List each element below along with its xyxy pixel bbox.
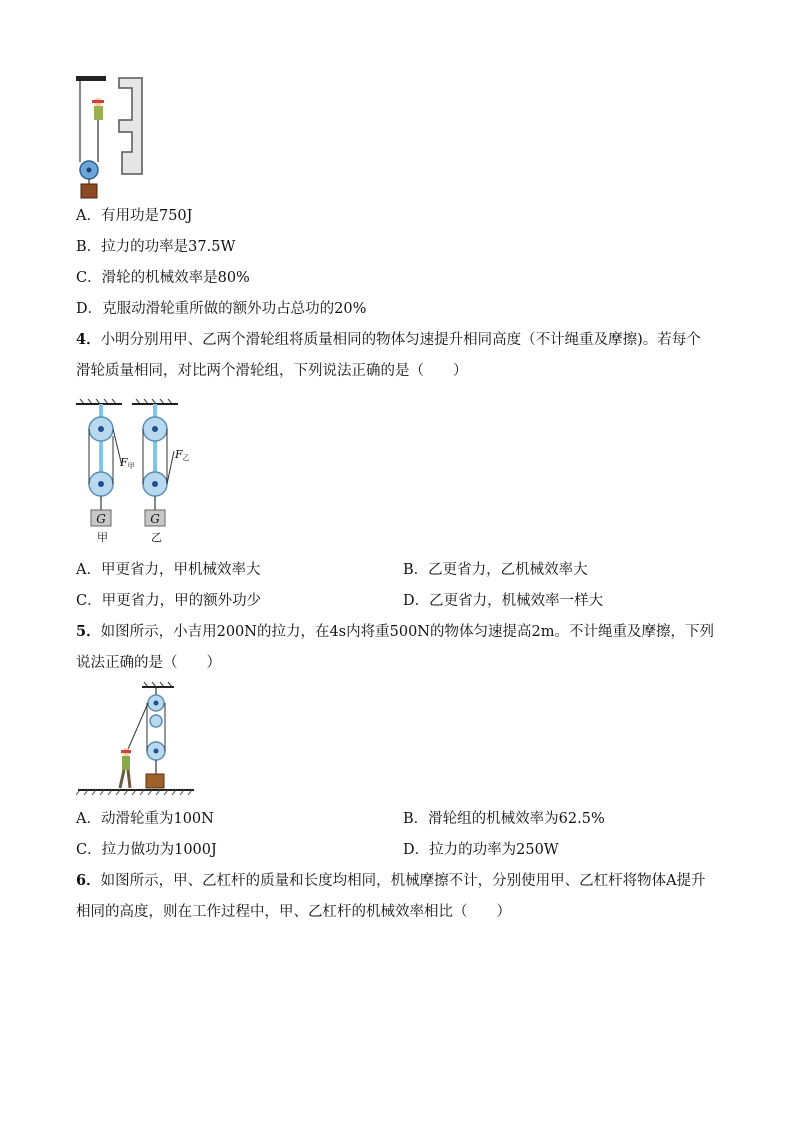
q4-option-d: D．乙更省力，机械效率一样大 [403, 593, 604, 609]
q5-option-a: A．动滑轮重为100N [76, 811, 214, 827]
q3-option-d: D．克服动滑轮重所做的额外功占总功的20% [76, 301, 367, 317]
force-yi-label: F乙 [175, 448, 190, 462]
label-yi: 乙 [151, 531, 162, 544]
pulley-groups-figure [74, 396, 204, 546]
q6-number: 6． [76, 872, 101, 889]
q4-stem-line2: 滑轮质量相同，对比两个滑轮组，下列说法正确的是（ ） [76, 363, 468, 379]
q6-stem-line2: 相同的高度，则在工作过程中，甲、乙杠杆的机械效率相比（ ） [76, 904, 511, 920]
weight-label-left: G [96, 512, 106, 526]
q5-option-c: C．拉力做功为1000J [76, 842, 217, 858]
weight-label-right: G [150, 512, 160, 526]
q6-stem-line1: 6．如图所示，甲、乙杠杆的质量和长度均相同，机械摩擦不计，分别使用甲、乙杠杆将物体A提升 [76, 872, 706, 889]
q5-number: 5． [76, 623, 101, 640]
q5-stem-line1: 5．如图所示，小吉用200N的拉力，在4s内将重500N的物体匀速提高2m。不计绳重及摩擦，下列 [76, 623, 714, 640]
label-jia: 甲 [97, 531, 108, 544]
q3-option-a: A．有用功是750J [76, 208, 193, 224]
q5-option-b: B．滑轮组的机械效率为62.5% [403, 811, 605, 827]
q4-option-c: C．甲更省力，甲的额外功少 [76, 593, 262, 609]
q4-option-a: A．甲更省力，甲机械效率大 [76, 562, 261, 578]
q4-stem-line1: 4．小明分别用甲、乙两个滑轮组将质量相同的物体匀速提升相同高度（不计绳重及摩擦)。若每个 [76, 331, 701, 348]
q3-option-b: B．拉力的功率是37.5W [76, 239, 236, 255]
pulley-building-figure [74, 74, 146, 202]
q3-option-c: C．滑轮的机械效率是80% [76, 270, 250, 286]
q5-stem-line2: 说法正确的是（ ） [76, 655, 221, 671]
pulley-worker-figure [76, 682, 196, 800]
q5-option-d: D．拉力的功率为250W [403, 842, 559, 858]
q4-option-b: B．乙更省力，乙机械效率大 [403, 562, 588, 578]
force-jia-label: F甲 [120, 456, 135, 470]
q4-number: 4． [76, 331, 101, 348]
